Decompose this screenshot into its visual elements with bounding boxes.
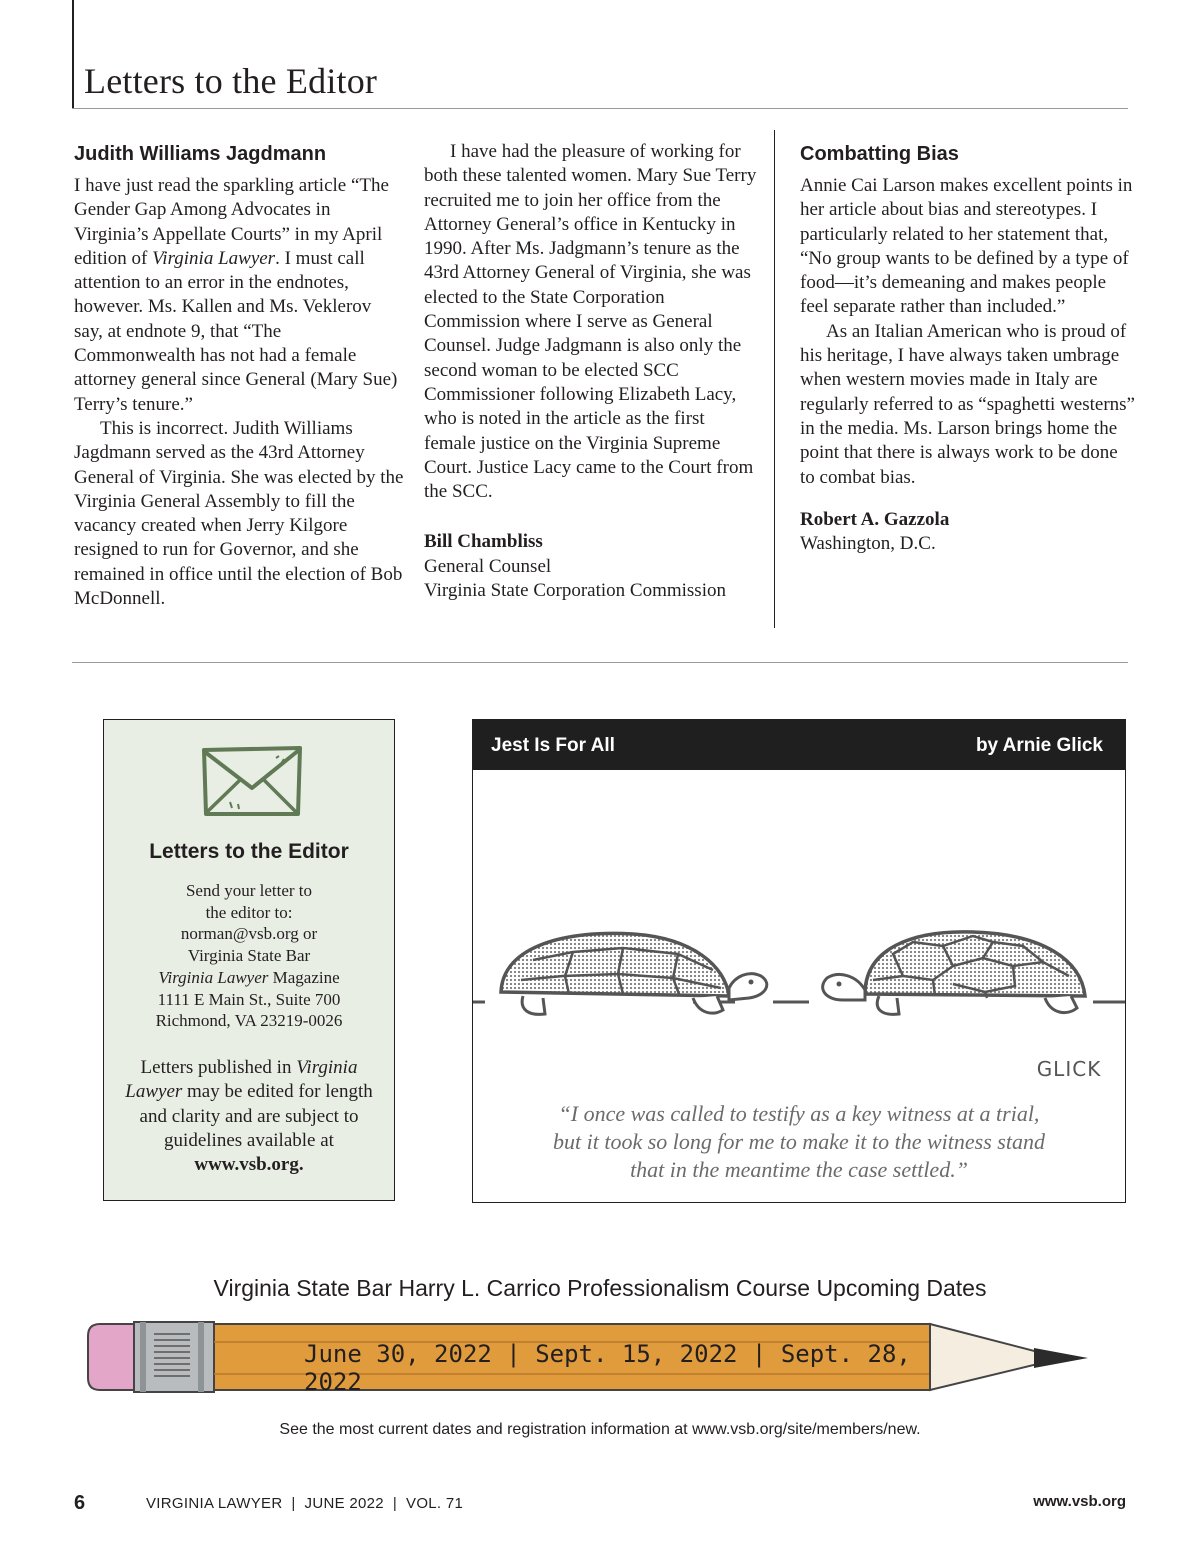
course-title: Virginia State Bar Harry L. Carrico Professionalism Course Upcoming Dates xyxy=(213,1275,987,1301)
signature-name: Robert A. Gazzola xyxy=(800,508,950,530)
address-line: Richmond, VA 23219-0026 xyxy=(155,1011,343,1031)
signature-title: General Counsel xyxy=(424,555,552,577)
address-line: Send your letter to xyxy=(185,881,313,900)
address-text: Magazine xyxy=(268,967,340,987)
cartoon-header-bar xyxy=(473,720,1125,770)
letter-column-gazzola xyxy=(800,140,1135,556)
letter-text: I have just read the sparkling article “The Gender Gap Among Advocates in Virginia’s Appellate Courts” in my April edition of xyxy=(74,175,389,269)
letters-box-note xyxy=(124,1056,374,1177)
letter-heading: Judith Williams Jagdmann xyxy=(74,143,327,165)
signature-location: Washington, D.C. xyxy=(800,533,936,555)
section-rule xyxy=(72,662,1128,663)
publication-info: VIRGINIA LAWYER | JUNE 2022 | VOL. 71 xyxy=(146,1495,464,1512)
note-text: may be edited for length and clarity and are subject to guidelines available at xyxy=(139,1081,373,1151)
letter-paragraph: As an Italian American who is proud of his heritage, I have always taken umbrage when western movies made in Italy are regularly referred to as “spaghetti westerns” in the media. Ms. Larson brings home the point that there is always work to be done to combat bias. xyxy=(800,320,1135,488)
editor-email[interactable]: norman@vsb.org or xyxy=(180,924,318,944)
signature-block xyxy=(424,530,760,603)
letter-paragraph: I have had the pleasure of working for both these talented women. Mary Sue Terry recruited me to join her office from the Attorney General’s office in Kentucky in 1990. After Ms. Jadgmann’s tenure as the 43rd Attorney General of Virginia, she was elected to the State Corporation Commission where I serve as General Counsel. Judge Jadgmann is also only the second woman to be elected SCC Commissioner following Elizabeth Lacy, who is noted in the article as the first female justice on the Virginia Supreme Court. Justice Lacy came to the Court from the SCC. xyxy=(424,141,757,503)
letter-column-chambliss xyxy=(424,140,760,603)
cartoon-caption xyxy=(473,1100,1125,1184)
letter-column-jagdmann xyxy=(74,140,404,611)
note-text: Letters published in xyxy=(140,1057,297,1078)
caption-line: that in the meantime the case settled.” xyxy=(630,1157,968,1182)
letter-paragraph: Annie Cai Larson makes excellent points in her article about bias and stereotypes. I particularly related to her statement that, “No group wants to be defined by a type of food—it’s demeaning and makes people feel separate rather than included.” xyxy=(800,175,1133,318)
signature-name: Bill Chambliss xyxy=(424,531,543,553)
column-divider xyxy=(774,130,775,628)
letter-heading: Combatting Bias xyxy=(800,143,959,165)
letters-box-address xyxy=(104,880,394,1032)
letter-paragraph xyxy=(74,174,404,417)
signature-block xyxy=(800,508,1135,557)
letters-box-title: Letters to the Editor xyxy=(149,840,349,863)
letter-text: . I must call attention to an error in the endnotes, however. Ms. Kallen and Ms. Veklerov say, at endnote 9, that “The Commonwealth has not had a female attorney general since General (Mary Sue) Terry’s tenure.” xyxy=(74,247,398,415)
page-title: Letters to the Editor xyxy=(84,61,378,101)
caption-line: but it took so long for me to make it to the witness stand xyxy=(553,1129,1045,1154)
publication-name: Virginia Lawyer xyxy=(158,967,269,987)
address-line: the editor to: xyxy=(205,902,293,922)
publication-name: Virginia Lawyer xyxy=(152,247,276,269)
course-dates: June 30, 2022 | Sept. 15, 2022 | Sept. 28, 2022 xyxy=(304,1340,911,1396)
course-registration-note: See the most current dates and registration information at www.vsb.org/site/members/new. xyxy=(279,1421,921,1438)
letter-paragraph: This is incorrect. Judith Williams Jagdmann served as the 43rd Attorney General of Virginia. She was elected by the Virginia General Assembly to fill the vacancy created when Jerry Kilgore resigned to run for Governor, and she remained in office until the election of Bob McDonnell. xyxy=(74,417,404,610)
page-number: 6 xyxy=(74,1492,86,1514)
vsb-link[interactable]: www.vsb.org. xyxy=(194,1154,304,1176)
envelope-icon xyxy=(200,744,304,818)
letters-info-box xyxy=(103,719,395,1201)
cartoon-author: by Arnie Glick xyxy=(975,735,1103,756)
address-line: 1111 E Main St., Suite 700 xyxy=(157,989,341,1009)
right-turtle xyxy=(823,932,1085,1015)
publication-name: Virginia Lawyer xyxy=(125,1057,358,1103)
address-line xyxy=(104,967,394,989)
cartoon-signature: GLICK xyxy=(1036,1057,1102,1081)
header-rule xyxy=(72,108,1128,109)
signature-org: Virginia State Corporation Commission xyxy=(424,580,726,602)
caption-line: “I once was called to testify as a key witness at a trial, xyxy=(558,1101,1040,1126)
cartoon-panel xyxy=(472,719,1126,1203)
header-accent-line xyxy=(72,0,74,108)
footer-url[interactable]: www.vsb.org xyxy=(1033,1493,1126,1510)
address-line: Virginia State Bar xyxy=(187,946,311,966)
cartoon-title: Jest Is For All xyxy=(491,735,615,756)
